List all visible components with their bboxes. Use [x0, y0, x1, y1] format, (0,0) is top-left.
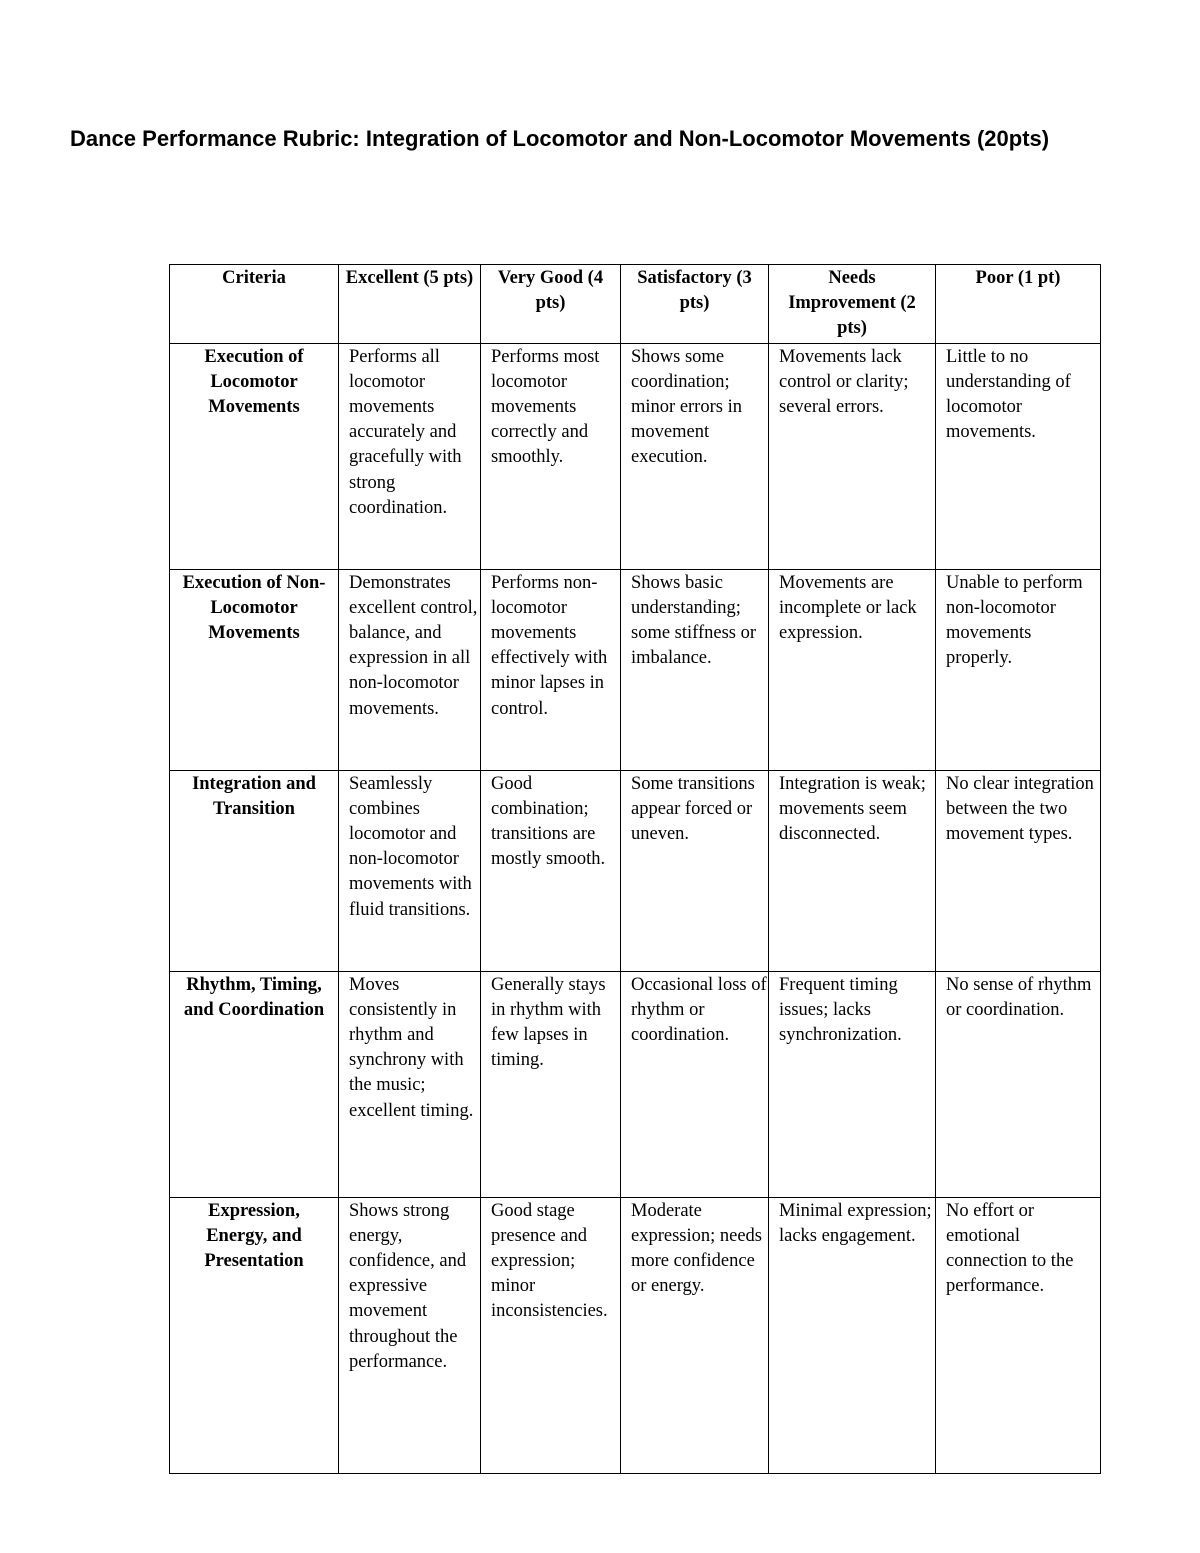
satisfactory-cell: Some transitions appear forced or uneven.	[621, 770, 769, 971]
poor-cell: No effort or emotional connection to the performance.	[936, 1197, 1101, 1473]
criteria-cell: Execution of Locomotor Movements	[170, 343, 339, 569]
header-excellent: Excellent (5 pts)	[339, 265, 481, 344]
criteria-cell: Rhythm, Timing, and Coordination	[170, 971, 339, 1197]
needs-improvement-cell: Movements lack control or clarity; several errors.	[769, 343, 936, 569]
very-good-cell: Performs most locomotor movements correctly and smoothly.	[481, 343, 621, 569]
very-good-cell: Good combination; transitions are mostly smooth.	[481, 770, 621, 971]
document-title: Dance Performance Rubric: Integration of Locomotor and Non-Locomotor Movements (20pts)	[70, 126, 1050, 151]
poor-cell: Little to no understanding of locomotor movements.	[936, 343, 1101, 569]
excellent-cell: Performs all locomotor movements accurately and gracefully with strong coordination.	[339, 343, 481, 569]
poor-cell: No sense of rhythm or coordination.	[936, 971, 1101, 1197]
header-very-good: Very Good (4 pts)	[481, 265, 621, 344]
poor-cell: Unable to perform non-locomotor movements properly.	[936, 569, 1101, 770]
rubric-table	[169, 264, 1101, 1474]
header-criteria: Criteria	[170, 265, 339, 344]
header-satisfactory: Satisfactory (3 pts)	[621, 265, 769, 344]
table-row	[170, 1197, 1101, 1473]
excellent-cell: Seamlessly combines locomotor and non-locomotor movements with fluid transitions.	[339, 770, 481, 971]
satisfactory-cell: Shows some coordination; minor errors in movement execution.	[621, 343, 769, 569]
criteria-cell: Integration and Transition	[170, 770, 339, 971]
very-good-cell: Generally stays in rhythm with few lapses in timing.	[481, 971, 621, 1197]
table-row	[170, 343, 1101, 569]
needs-improvement-cell: Frequent timing issues; lacks synchronization.	[769, 971, 936, 1197]
table-row	[170, 971, 1101, 1197]
needs-improvement-cell: Minimal expression; lacks engagement.	[769, 1197, 936, 1473]
excellent-cell: Demonstrates excellent control, balance, and expression in all non-locomotor movements.	[339, 569, 481, 770]
table-header-row	[170, 265, 1101, 344]
table-row	[170, 569, 1101, 770]
poor-cell: No clear integration between the two movement types.	[936, 770, 1101, 971]
needs-improvement-cell: Integration is weak; movements seem disconnected.	[769, 770, 936, 971]
table-row	[170, 770, 1101, 971]
criteria-cell: Execution of Non-Locomotor Movements	[170, 569, 339, 770]
criteria-cell: Expression, Energy, and Presentation	[170, 1197, 339, 1473]
satisfactory-cell: Shows basic understanding; some stiffness or imbalance.	[621, 569, 769, 770]
excellent-cell: Shows strong energy, confidence, and expressive movement throughout the performance.	[339, 1197, 481, 1473]
excellent-cell: Moves consistently in rhythm and synchrony with the music; excellent timing.	[339, 971, 481, 1197]
needs-improvement-cell: Movements are incomplete or lack expression.	[769, 569, 936, 770]
satisfactory-cell: Moderate expression; needs more confidence or energy.	[621, 1197, 769, 1473]
very-good-cell: Good stage presence and expression; minor inconsistencies.	[481, 1197, 621, 1473]
satisfactory-cell: Occasional loss of rhythm or coordination.	[621, 971, 769, 1197]
header-needs-improvement: Needs Improvement (2 pts)	[769, 265, 936, 344]
very-good-cell: Performs non-locomotor movements effectively with minor lapses in control.	[481, 569, 621, 770]
header-poor: Poor (1 pt)	[936, 265, 1101, 344]
